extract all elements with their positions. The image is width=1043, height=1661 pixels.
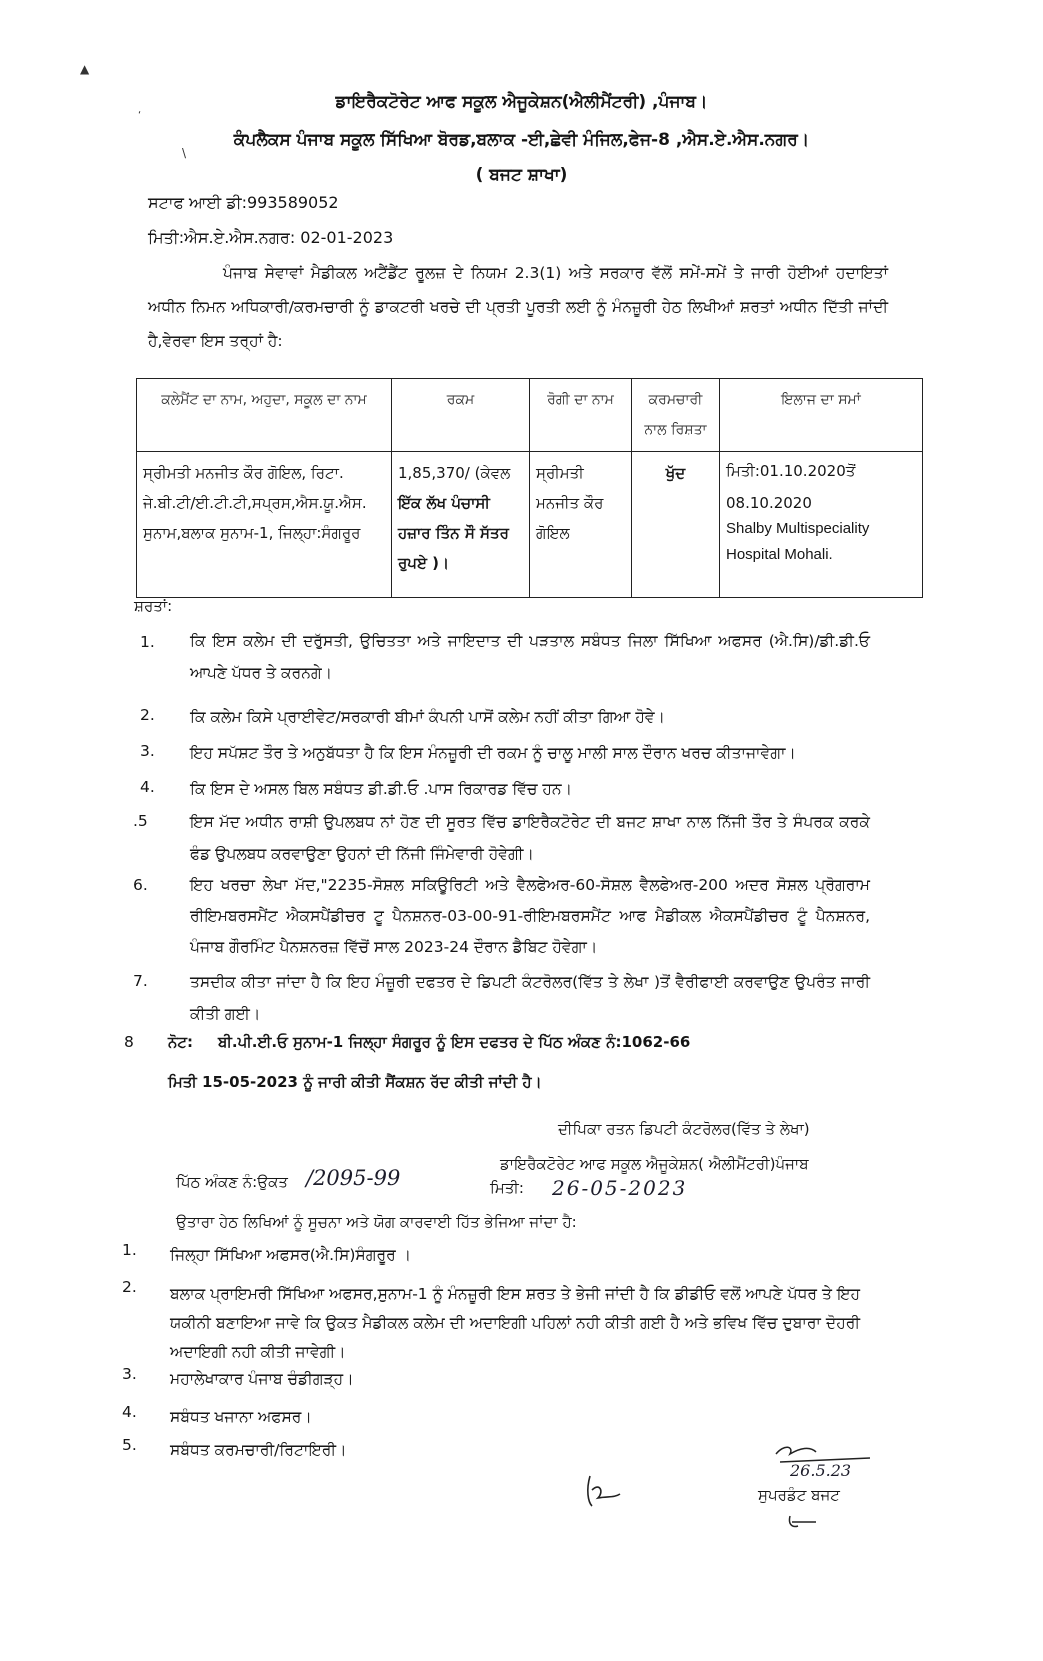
table-header-row (137, 379, 923, 452)
condition-number: .5 (133, 812, 148, 830)
copy-forwarded-line: ਉਤਾਰਾ ਹੇਠ ਲਿਖਿਆਂ ਨੂੰ ਸੂਚਨਾ ਅਤੇ ਯੋਗ ਕਾਰਵਾਈ ਹਿੱਤ ਭੇਜਿਆ ਜਾਂਦਾ ਹੈ: (176, 1213, 577, 1231)
signatory-name: ਦੀਪਿਕਾ ਰਤਨ ਡਿਪਟੀ ਕੰਟਰੋਲਰ(ਵਿੱਤ ਤੇ ਲੇਖਾ) (558, 1120, 810, 1138)
office-title: ਡਾਇਰੈਕਟੋਰੇਟ ਆਫ ਸਕੂਲ ਐਜੂਕੇਸ਼ਨ(ਐਲੀਮੈਂਟਰੀ) ,ਪੰਜਾਬ। (335, 92, 708, 112)
condition-item: ਇਹ ਸਪੱਸ਼ਟ ਤੌਰ ਤੇ ਅਨੁਬੱਧਤਾ ਹੈ ਕਿ ਇਸ ਮੰਨਜ਼ੂਰੀ ਦੀ ਰਕਮ ਨੂੰ ਚਾਲੂ ਮਾਲੀ ਸਾਲ ਦੌਰਾਨ ਖਰਚ ਕੀਤਾਜਾਵੇਗਾ। (190, 744, 796, 762)
recipient-item: ਜਿਲ੍ਹਾ ਸਿੱਖਿਆ ਅਫਸਰ(ਐ.ਸਿ)ਸੰਗਰੂਰ । (170, 1246, 412, 1264)
scan-mark: \ (182, 146, 187, 160)
relation-cell: ਖੁੱਦ (632, 452, 720, 598)
handwritten-initials (580, 1470, 630, 1510)
amount-number: 1,85,370/ (ਕੇਵਲ (398, 464, 511, 482)
recipient-number: 3. (122, 1365, 137, 1383)
col-header-treatment-period: ਇਲਾਜ ਦਾ ਸਮਾਂ (720, 379, 923, 452)
table-row (137, 452, 923, 598)
signatory-office: ਡਾਇਰੈਕਟੋਰੇਟ ਆਫ ਸਕੂਲ ਐਜੂਕੇਸ਼ਨ( ਐਲੀਮੈਂਟਰੀ)ਪੰਜਾਬ (500, 1155, 809, 1173)
endorsement-number: /2095-99 (306, 1166, 401, 1190)
condition-item: ਇਸ ਮੱਦ ਅਧੀਨ ਰਾਸ਼ੀ ਉਪਲਬਧ ਨਾਂ ਹੋਣ ਦੀ ਸੂਰਤ ਵਿੱਚ ਡਾਇਰੈਕਟੋਰੇਟ ਦੀ ਬਜਟ ਸ਼ਾਖਾ ਨਾਲ ਨਿੱਜੀ ਤੌਰ ਤੇ ਸੰਪਰਕ ਕਰਕੇ ਫੰਡ ਉਪਲਬਧ ਕਰਵਾਉਣਾ ਉਹਨਾਂ ਦੀ ਨਿੱਜੀ ਜਿੰਮੇਵਾਰੀ ਹੋਵੇਗੀ। (190, 813, 870, 863)
scan-mark: ‘ (138, 110, 142, 121)
condition-number: 2. (140, 706, 155, 724)
amount-in-words: ਇੱਕ ਲੱਖ ਪੰਚਾਸੀ ਹਜ਼ਾਰ ਤਿੰਨ ਸੌ ਸੱਤਰ ਰੁਪਏ )। (398, 494, 509, 572)
conditions-title: ਸ਼ਰਤਾਂ: (134, 597, 173, 615)
note-number: 8 (124, 1033, 134, 1051)
patient-cell: ਸ੍ਰੀਮਤੀ ਮਨਜੀਤ ਕੌਰ ਗੋਇਲ (530, 452, 632, 598)
col-header-amount: ਰਕਮ (392, 379, 530, 452)
condition-item: ਕਿ ਇਸ ਕਲੇਮ ਦੀ ਦਰੁੱਸਤੀ, ਉਚਿਤਤਾ ਅਤੇ ਜਾਇਦਾਤ ਦੀ ਪੜਤਾਲ ਸਬੰਧਤ ਜਿਲਾ ਸਿੱਖਿਆ ਅਫਸਰ (ਐ.ਸਿ)/ਡੀ.ਡੀ.ਓ ਆਪਣੇ ਪੱਧਰ ਤੇ ਕਰਨਗੇ। (190, 632, 870, 682)
recipient-item: ਮਹਾਲੇਖਾਕਾਰ ਪੰਜਾਬ ਚੰਡੀਗੜ੍ਹ। (170, 1370, 354, 1388)
condition-item: ਕਿ ਇਸ ਦੇ ਅਸਲ ਬਿਲ ਸਬੰਧਤ ਡੀ.ਡੀ.ਓ .ਪਾਸ ਰਿਕਾਰਡ ਵਿੱਚ ਹਨ। (190, 780, 573, 798)
signature-date: 26.5.23 (790, 1461, 852, 1480)
hospital-name: Shalby Multispeciality Hospital Mohali. (726, 520, 870, 563)
intro-paragraph: ਪੰਜਾਬ ਸੇਵਾਵਾਂ ਮੈਡੀਕਲ ਅਟੈਂਡੈਂਟ ਰੂਲਜ਼ ਦੇ ਨਿਯਮ 2.3(1) ਅਤੇ ਸਰਕਾਰ ਵੱਲੋਂ ਸਮੇਂ-ਸਮੇਂ ਤੇ ਜਾਰੀ ਹੋਈਆਂ ਹਦਾਇਤਾਂ ਅਧੀਨ ਨਿਮਨ ਅਧਿਕਾਰੀ/ਕਰਮਚਾਰੀ ਨੂੰ ਡਾਕਟਰੀ ਖਰਚੇ ਦੀ ਪ੍ਰਤੀ ਪੂਰਤੀ ਲਈ ਨੂੰ ਮੰਨਜ਼ੂਰੀ ਹੇਠ ਲਿਖੀਆਂ ਸ਼ਰਤਾਂ ਅਧੀਨ ਦਿੱਤੀ ਜਾਂਦੀ ਹੈ,ਵੇਰਵਾ ਇਸ ਤਰ੍ਹਾਂ ਹੈ: (148, 264, 888, 350)
office-address: ਕੰਪਲੈਕਸ ਪੰਜਾਬ ਸਕੂਲ ਸਿੱਖਿਆ ਬੋਰਡ,ਬਲਾਕ -ਈ,ਛੇਵੀ ਮੰਜਿਲ,ਫੇਜ-8 ,ਐਸ.ਏ.ਐਸ.ਨਗਰ। (233, 130, 810, 150)
condition-item: ਕਿ ਕਲੇਮ ਕਿਸੇ ਪ੍ਰਾਈਵੇਟ/ਸਰਕਾਰੀ ਬੀਮਾਂ ਕੰਪਨੀ ਪਾਸੋਂ ਕਲੇਮ ਨਹੀਂ ਕੀਤਾ ਗਿਆ ਹੋਵੇ। (190, 708, 666, 726)
condition-number: 7. (133, 972, 148, 990)
claim-table (136, 378, 923, 598)
branch-name: ( ਬਜਟ ਸ਼ਾਖਾ) (475, 165, 568, 185)
recipient-item: ਸਬੰਧਤ ਕਰਮਚਾਰੀ/ਰਿਟਾਇਰੀ। (170, 1441, 347, 1459)
condition-number: 6. (133, 876, 148, 894)
endorsement-date-label: ਮਿਤੀ: (490, 1179, 524, 1197)
treatment-to: 08.10.2020 (726, 494, 812, 512)
recipient-number: 5. (122, 1436, 137, 1454)
condition-number: 3. (140, 742, 155, 760)
endorsement-date: 26-05-2023 (552, 1176, 688, 1200)
note-label: ਨੋਟ: (168, 1033, 193, 1051)
condition-number: 1. (140, 633, 155, 651)
treatment-cell (720, 452, 923, 598)
condition-item: ਤਸਦੀਕ ਕੀਤਾ ਜਾਂਦਾ ਹੈ ਕਿ ਇਹ ਮੰਜ਼ੂਰੀ ਦਫਤਰ ਦੇ ਡਿਪਟੀ ਕੰਟਰੋਲਰ(ਵਿੱਤ ਤੇ ਲੇਖਾ )ਤੋਂ ਵੈਰੀਫਾਈ ਕਰਵਾਉਣ ਉਪਰੰਤ ਜਾਰੀ ਕੀਤੀ ਗਈ। (190, 973, 870, 1023)
condition-number: 4. (140, 778, 155, 796)
small-initial-mark (784, 1512, 824, 1532)
recipient-number: 4. (122, 1403, 137, 1421)
col-header-claimant: ਕਲੇਮੈਂਟ ਦਾ ਨਾਮ, ਅਹੁਦਾ, ਸਕੂਲ ਦਾ ਨਾਮ (137, 379, 392, 452)
claimant-cell: ਸ੍ਰੀਮਤੀ ਮਨਜੀਤ ਕੌਰ ਗੋਇਲ, ਰਿਟਾ. ਜੇ.ਬੀ.ਟੀ/ਈ.ਟੀ.ਟੀ,ਸਪ੍ਰਸ,ਐਸ.ਯੂ.ਐਸ. ਸੁਨਾਮ,ਬਲਾਕ ਸੁਨਾਮ-1, ਜਿਲ੍ਹਾ:ਸੰਗਰੂਰ (137, 452, 392, 598)
col-header-patient: ਰੋਗੀ ਦਾ ਨਾਮ (530, 379, 632, 452)
scan-mark: ▲ (80, 62, 90, 76)
recipient-number: 2. (122, 1278, 137, 1296)
note-text-line1: ਬੀ.ਪੀ.ਈ.ਓ ਸੁਨਾਮ-1 ਜਿਲ੍ਹਾ ਸੰਗਰੂਰ ਨੂੰ ਇਸ ਦਫਤਰ ਦੇ ਪਿੱਠ ਅੰਕਣ ਨੰ:1062-66 (218, 1033, 691, 1051)
issue-date: ਮਿਤੀ:ਐਸ.ਏ.ਐਸ.ਨਗਰ: 02-01-2023 (148, 228, 394, 247)
recipient-item: ਸਬੰਧਤ ਖਜਾਨਾ ਅਫਸਰ। (170, 1408, 312, 1426)
treatment-from: ਮਿਤੀ:01.10.2020ਤੋਂ (726, 462, 856, 480)
condition-item: ਇਹ ਖਰਚਾ ਲੇਖਾ ਮੱਦ,"2235-ਸੋਸ਼ਲ ਸਕਿਊਰਿਟੀ ਅਤੇ ਵੈਲਫੇਅਰ-60-ਸੋਸ਼ਲ ਵੈਲਫੇਅਰ-200 ਅਦਰ ਸੋਸ਼ਲ ਪ੍ਰੋਗਰਾਮ ਰੀਇਮਬਰਸਮੈਂਟ ਐਕਸਪੈਂਡੀਚਰ ਟੂ ਪੈਨਸ਼ਨਰ-03-00-91-ਰੀਇਮਬਰਸਮੈਂਟ ਆਫ ਮੈਡੀਕਲ ਐਕਸਪੈਂਡੀਚਰ ਟੂੰ ਪੈਨਸ਼ਨਰ, ਪੰਜਾਬ ਗੌਰਮਿੰਟ ਪੈਨਸ਼ਨਰਜ਼ ਵਿੱਚੋਂ ਸਾਲ 2023-24 ਦੌਰਾਨ ਡੈਬਿਟ ਹੋਵੇਗਾ। (190, 876, 870, 956)
col-header-relation: ਕਰਮਚਾਰੀ ਨਾਲ ਰਿਸ਼ਤਾ (632, 379, 720, 452)
superintendent-designation: ਸੁਪਰਡੰਟ ਬਜਟ (758, 1486, 840, 1504)
staff-id: ਸਟਾਫ ਆਈ ਡੀ:993589052 (148, 193, 339, 212)
endorsement-label: ਪਿੱਠ ਅੰਕਣ ਨੰ:ਉਕਤ (176, 1173, 288, 1191)
recipient-item: ਬਲਾਕ ਪ੍ਰਾਇਮਰੀ ਸਿੱਖਿਆ ਅਫਸਰ,ਸੁਨਾਮ-1 ਨੂੰ ਮੰਨਜ਼ੂਰੀ ਇਸ ਸ਼ਰਤ ਤੇ ਭੇਜੀ ਜਾਂਦੀ ਹੈ ਕਿ ਡੀਡੀਓ ਵਲੋਂ ਆਪਣੇ ਪੱਧਰ ਤੇ ਇਹ ਯਕੀਨੀ ਬਣਾਇਆ ਜਾਵੇ ਕਿ ਉਕਤ ਮੈਡੀਕਲ ਕਲੇਮ ਦੀ ਅਦਾਇਗੀ ਪਹਿਲਾਂ ਨਹੀ ਕੀਤੀ ਗਈ ਹੈ ਅਤੇ ਭਵਿਖ ਵਿੱਚ ਦੁਬਾਰਾ ਦੋਹਰੀ ਅਦਾਇਗੀ ਨਹੀ ਕੀਤੀ ਜਾਵੇਗੀ। (170, 1285, 860, 1361)
recipient-number: 1. (122, 1241, 137, 1259)
amount-cell (392, 452, 530, 598)
note-text-line2: ਮਿਤੀ 15-05-2023 ਨੂੰ ਜਾਰੀ ਕੀਤੀ ਸੈਂਕਸ਼ਨ ਰੱਦ ਕੀਤੀ ਜਾਂਦੀ ਹੈ। (168, 1073, 542, 1091)
